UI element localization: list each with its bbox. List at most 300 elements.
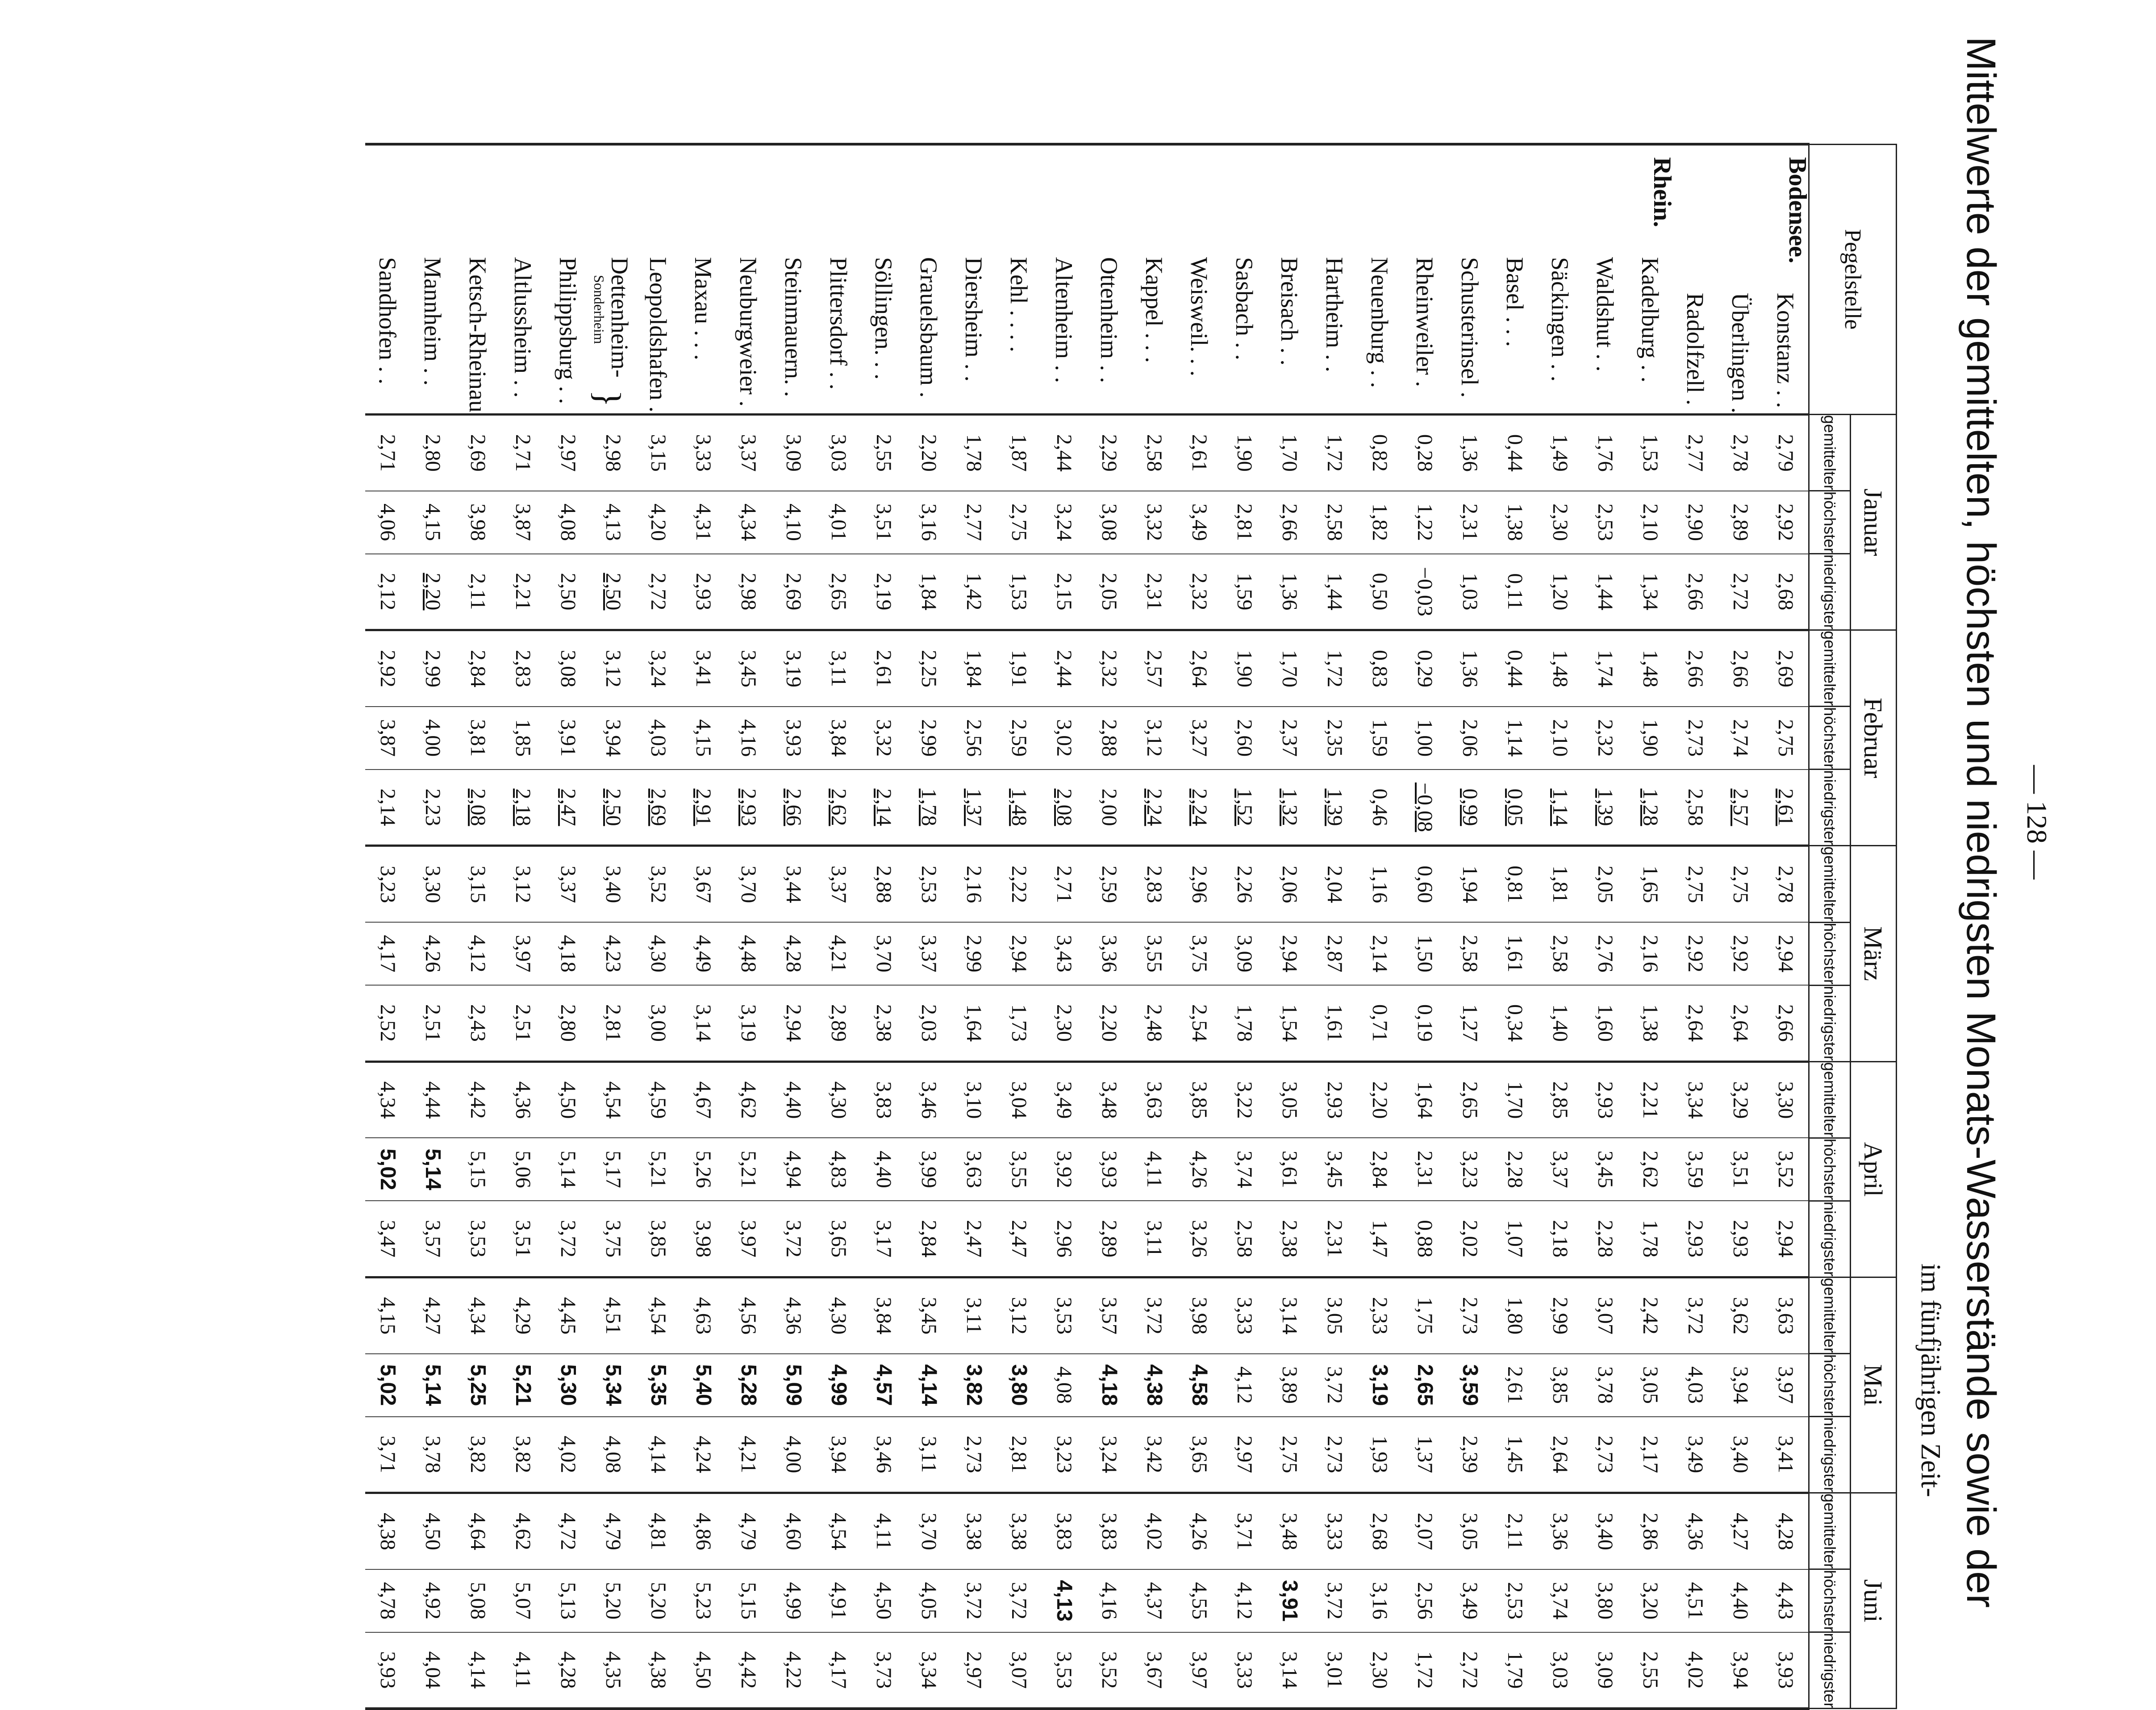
value-text: 3,61 — [1278, 1150, 1301, 1188]
value-cell — [1718, 1138, 1763, 1201]
value-text: 0,11 — [1503, 573, 1527, 610]
value-text: 4,54 — [827, 1512, 851, 1550]
station-name: Überlingen . — [1727, 293, 1754, 413]
value-cell — [1763, 414, 1809, 491]
value-cell — [1177, 554, 1222, 630]
value-text: 2,68 — [1774, 573, 1797, 611]
value-text: 2,61 — [1188, 434, 1211, 472]
value-text: 3,89 — [1278, 1366, 1301, 1404]
value-text: 4,11 — [1143, 1151, 1166, 1188]
value-cell — [771, 491, 816, 554]
value-cell — [1177, 1277, 1222, 1353]
value-cell — [816, 1493, 861, 1569]
value-text: 5,15 — [737, 1582, 760, 1620]
value-cell — [1357, 707, 1402, 770]
value-cell — [771, 1201, 816, 1277]
station-name: Maxau . . . — [690, 257, 717, 360]
value-text: 5,21 — [737, 1150, 760, 1188]
value-cell — [1583, 491, 1628, 554]
value-text: 3,59 — [1684, 1150, 1707, 1188]
value-cell — [1493, 1138, 1538, 1201]
value-text: 1,38 — [1503, 503, 1527, 541]
value-text: 1,37 — [1413, 1435, 1437, 1473]
value-cell — [1493, 770, 1538, 846]
value-text: 1,48 — [1548, 649, 1572, 687]
value-cell — [1222, 1493, 1267, 1569]
table-row — [1267, 144, 1312, 1709]
value-cell — [1087, 1138, 1132, 1201]
value-cell — [997, 414, 1042, 491]
value-cell — [1538, 1569, 1583, 1632]
value-text: 5,15 — [466, 1150, 490, 1188]
value-text: 4,17 — [376, 935, 400, 973]
value-text: 1,87 — [1007, 434, 1031, 472]
value-cell — [1628, 630, 1673, 707]
value-text: 4,91 — [827, 1582, 851, 1620]
value-text: 4,04 — [421, 1651, 445, 1689]
value-cell — [951, 414, 997, 491]
station-name-cell — [1177, 144, 1222, 414]
value-cell — [906, 1632, 951, 1709]
value-cell — [1357, 1569, 1402, 1632]
value-cell — [1447, 922, 1493, 985]
value-cell — [1402, 1201, 1447, 1277]
value-cell — [1222, 985, 1267, 1061]
value-cell — [861, 414, 906, 491]
value-text: 3,48 — [1278, 1512, 1301, 1550]
value-text: 1,50 — [1413, 935, 1437, 973]
value-text: 4,54 — [646, 1297, 670, 1335]
value-cell — [1222, 414, 1267, 491]
value-text: 2,28 — [1593, 1220, 1617, 1258]
value-text: 1,28 — [1639, 788, 1662, 826]
value-text: 3,17 — [872, 1220, 896, 1258]
value-cell — [1763, 922, 1809, 985]
value-text: 5,30 — [556, 1364, 580, 1406]
value-cell — [1087, 491, 1132, 554]
value-text: 2,71 — [1052, 865, 1076, 903]
station-name: Altlussheim . . — [509, 257, 537, 398]
value-cell — [500, 1201, 546, 1277]
value-text: 3,80 — [1007, 1364, 1031, 1406]
value-cell — [546, 414, 591, 491]
value-cell — [1042, 414, 1087, 491]
value-cell — [1718, 707, 1763, 770]
value-cell — [1132, 491, 1177, 554]
value-text: 2,74 — [1729, 719, 1752, 757]
value-text: 4,40 — [1729, 1582, 1752, 1620]
value-cell — [1718, 770, 1763, 846]
value-cell — [546, 1354, 591, 1417]
value-text: 4,27 — [1729, 1512, 1752, 1550]
value-text: 2,38 — [872, 1004, 896, 1042]
value-cell — [1538, 414, 1583, 491]
value-cell — [1628, 414, 1673, 491]
value-cell — [861, 1354, 906, 1417]
value-text: 2,32 — [1593, 719, 1617, 757]
value-text: 2,81 — [1233, 503, 1256, 541]
value-text: 3,23 — [1052, 1435, 1076, 1473]
page-number: — 128 — — [2021, 765, 2053, 879]
value-text: 3,12 — [1143, 719, 1166, 757]
value-cell — [997, 1569, 1042, 1632]
value-text: 3,19 — [1368, 1364, 1392, 1406]
value-text: 1,53 — [1007, 573, 1031, 611]
table-row — [500, 144, 546, 1709]
value-text: 4,72 — [556, 1512, 580, 1550]
value-text: 3,04 — [1007, 1081, 1031, 1119]
value-cell — [1312, 414, 1357, 491]
value-text: 4,45 — [556, 1297, 580, 1335]
value-cell — [1132, 1417, 1177, 1493]
value-cell — [771, 922, 816, 985]
value-text: 1,36 — [1278, 573, 1301, 611]
brace-icon: } — [588, 390, 627, 407]
value-cell — [771, 554, 816, 630]
value-cell — [1042, 554, 1087, 630]
value-cell — [1628, 1277, 1673, 1353]
value-cell — [546, 922, 591, 985]
value-text: 2,92 — [1729, 935, 1752, 973]
value-cell — [365, 554, 410, 630]
value-cell — [1042, 846, 1087, 922]
value-text: 2,69 — [646, 788, 670, 826]
value-cell — [1538, 554, 1583, 630]
value-cell — [1267, 554, 1312, 630]
value-text: 2,96 — [1052, 1220, 1076, 1258]
value-cell — [1177, 1632, 1222, 1709]
value-cell — [681, 922, 726, 985]
value-text: 5,26 — [692, 1150, 715, 1188]
value-text: 4,28 — [556, 1651, 580, 1689]
value-text: 2,31 — [1458, 503, 1482, 541]
value-cell — [906, 770, 951, 846]
value-text: 4,58 — [1188, 1364, 1211, 1406]
value-text: 2,99 — [917, 719, 941, 757]
value-text: 5,28 — [737, 1364, 760, 1406]
value-cell — [591, 491, 636, 554]
value-text: 3,37 — [827, 865, 851, 903]
value-cell — [365, 1138, 410, 1201]
value-text: 3,38 — [962, 1512, 986, 1550]
value-cell — [1222, 1277, 1267, 1353]
value-text: 3,74 — [1233, 1150, 1256, 1188]
header-month-jan: Januar — [1851, 414, 1897, 630]
value-text: 3,33 — [692, 434, 715, 472]
value-cell — [906, 1138, 951, 1201]
value-cell — [997, 1417, 1042, 1493]
station-name: Altenheim . . — [1051, 257, 1078, 383]
header-sub-3-2: niedrigster — [1809, 1201, 1851, 1277]
value-cell — [816, 707, 861, 770]
value-text: 1,34 — [1639, 573, 1662, 611]
value-text: 1,42 — [962, 573, 986, 611]
value-cell — [1718, 1061, 1763, 1138]
value-cell — [861, 846, 906, 922]
value-cell — [455, 414, 500, 491]
value-text: 4,56 — [737, 1297, 760, 1335]
header-month-apr: April — [1851, 1061, 1897, 1277]
header-sub-1-2: niedrigster — [1809, 770, 1851, 846]
value-cell — [906, 1061, 951, 1138]
value-cell — [1447, 491, 1493, 554]
table-row — [997, 144, 1042, 1709]
value-text: 1,73 — [1007, 1004, 1031, 1042]
table-row — [591, 144, 636, 1709]
value-cell — [1222, 630, 1267, 707]
value-text: 4,29 — [511, 1297, 535, 1335]
value-cell — [1222, 922, 1267, 985]
station-name-cell — [455, 144, 500, 414]
station-name: Dettenheim- — [606, 257, 634, 378]
value-cell — [1312, 922, 1357, 985]
value-cell — [410, 1417, 455, 1493]
value-text: 2,20 — [1097, 1004, 1121, 1042]
value-text: 3,11 — [1143, 1220, 1166, 1257]
value-text: 3,29 — [1729, 1081, 1752, 1119]
value-cell — [1718, 554, 1763, 630]
value-cell — [636, 1061, 681, 1138]
value-text: 1,82 — [1368, 503, 1392, 541]
value-cell — [997, 846, 1042, 922]
value-cell — [546, 630, 591, 707]
value-text: 2,15 — [1052, 573, 1076, 611]
value-text: 3,46 — [917, 1081, 941, 1119]
value-text: 3,48 — [1097, 1081, 1121, 1119]
station-name: Radolfzell . — [1682, 293, 1709, 405]
value-text: 2,14 — [1368, 935, 1392, 973]
value-text: 3,32 — [872, 719, 896, 757]
value-cell — [816, 1201, 861, 1277]
value-cell — [1087, 1632, 1132, 1709]
value-cell — [1538, 770, 1583, 846]
value-text: 2,10 — [1639, 503, 1662, 541]
value-text: 3,16 — [917, 503, 941, 541]
value-text: 4,15 — [692, 719, 715, 757]
value-cell — [861, 770, 906, 846]
value-cell — [500, 1061, 546, 1138]
value-cell — [591, 1493, 636, 1569]
value-cell — [1132, 1201, 1177, 1277]
value-cell — [1312, 1417, 1357, 1493]
value-cell — [1402, 707, 1447, 770]
value-cell — [636, 707, 681, 770]
value-cell — [1177, 922, 1222, 985]
value-text: 4,05 — [917, 1582, 941, 1620]
value-text: −0,08 — [1413, 782, 1437, 832]
value-text: 3,51 — [1729, 1150, 1752, 1188]
header-sub-0-0: gemittelter — [1809, 414, 1851, 491]
value-cell — [410, 1493, 455, 1569]
value-cell — [636, 1138, 681, 1201]
value-cell — [1673, 1493, 1718, 1569]
value-text: 2,83 — [1143, 865, 1166, 903]
value-cell — [365, 1569, 410, 1632]
value-text: 1,76 — [1593, 434, 1617, 472]
value-cell — [771, 1138, 816, 1201]
value-text: 2,20 — [1368, 1081, 1392, 1119]
value-cell — [1177, 1138, 1222, 1201]
station-name-cell — [906, 144, 951, 414]
value-cell — [816, 1138, 861, 1201]
value-cell — [1312, 1354, 1357, 1417]
value-cell — [726, 707, 771, 770]
value-cell — [1628, 554, 1673, 630]
value-cell — [455, 1201, 500, 1277]
value-text: 5,20 — [646, 1582, 670, 1620]
value-text: 2,92 — [1774, 503, 1797, 541]
value-cell — [1447, 414, 1493, 491]
value-cell — [591, 1277, 636, 1353]
value-cell — [1583, 414, 1628, 491]
value-text: 0,34 — [1503, 1004, 1527, 1042]
value-text: 3,73 — [872, 1651, 896, 1689]
value-text: 2,66 — [1774, 1004, 1797, 1042]
value-cell — [1357, 985, 1402, 1061]
value-text: 3,65 — [827, 1220, 851, 1258]
value-cell — [1493, 1277, 1538, 1353]
value-text: 3,91 — [1278, 1580, 1301, 1622]
table-row — [1177, 144, 1222, 1709]
value-text: 1,75 — [1413, 1297, 1437, 1335]
value-text: 4,62 — [511, 1512, 535, 1550]
value-cell — [636, 770, 681, 846]
value-cell — [1177, 1061, 1222, 1138]
value-cell — [681, 1417, 726, 1493]
value-text: 2,64 — [1548, 1435, 1572, 1473]
value-cell — [1673, 414, 1718, 491]
value-text: 3,55 — [1007, 1150, 1031, 1188]
value-text: 3,70 — [737, 865, 760, 903]
value-cell — [1673, 770, 1718, 846]
value-cell — [1132, 770, 1177, 846]
value-cell — [1763, 770, 1809, 846]
value-text: 2,08 — [1052, 788, 1076, 826]
value-text: 1,48 — [1007, 788, 1031, 826]
value-text: 3,12 — [511, 865, 535, 903]
value-text: 2,04 — [1323, 865, 1347, 903]
value-cell — [500, 770, 546, 846]
value-text: 2,69 — [782, 573, 805, 611]
station-name-cell — [816, 144, 861, 414]
value-cell — [906, 491, 951, 554]
value-text: 2,66 — [782, 788, 805, 826]
table-row — [1493, 144, 1538, 1709]
value-cell — [455, 1493, 500, 1569]
value-text: 1,85 — [511, 719, 535, 757]
value-text: 4,79 — [601, 1512, 625, 1550]
value-cell — [681, 414, 726, 491]
value-text: 3,59 — [1458, 1364, 1482, 1406]
station-name: Ottenheim . . — [1096, 257, 1123, 383]
value-text: 1,72 — [1413, 1651, 1437, 1689]
value-cell — [591, 846, 636, 922]
value-cell — [1267, 630, 1312, 707]
value-text: 5,34 — [601, 1364, 625, 1406]
header-month-feb: Februar — [1851, 630, 1897, 846]
water-level-table — [365, 143, 1897, 1710]
value-cell — [365, 491, 410, 554]
value-cell — [365, 414, 410, 491]
station-name: Neuenburg . . — [1366, 257, 1393, 388]
value-cell — [771, 1417, 816, 1493]
value-cell — [1583, 1354, 1628, 1417]
value-cell — [1177, 1569, 1222, 1632]
value-cell — [816, 770, 861, 846]
value-text: 2,50 — [556, 573, 580, 611]
value-cell — [771, 630, 816, 707]
value-cell — [636, 846, 681, 922]
value-cell — [1763, 1569, 1809, 1632]
header-sub-2-2: niedrigster — [1809, 985, 1851, 1061]
value-cell — [1763, 1632, 1809, 1709]
value-cell — [681, 846, 726, 922]
value-cell — [500, 922, 546, 985]
value-cell — [1267, 985, 1312, 1061]
value-cell — [1493, 1632, 1538, 1709]
value-text: 4,01 — [827, 503, 851, 541]
value-cell — [455, 770, 500, 846]
value-cell — [951, 554, 997, 630]
value-text: 4,11 — [872, 1513, 896, 1550]
value-text: 4,10 — [782, 503, 805, 541]
value-cell — [1447, 1277, 1493, 1353]
value-text: 3,45 — [917, 1297, 941, 1335]
station-name-cell — [1763, 144, 1809, 414]
value-text: 3,53 — [1052, 1651, 1076, 1689]
station-name-cell — [1132, 144, 1177, 414]
value-text: 4,36 — [1684, 1512, 1707, 1550]
station-name-cell — [410, 144, 455, 414]
value-cell — [500, 414, 546, 491]
value-cell — [636, 1354, 681, 1417]
value-cell — [1493, 1201, 1538, 1277]
value-cell — [906, 1277, 951, 1353]
value-text: 2,52 — [376, 1004, 400, 1042]
value-text: 4,42 — [737, 1651, 760, 1689]
value-text: 1,91 — [1007, 649, 1031, 687]
value-cell — [1583, 922, 1628, 985]
table-row — [1312, 144, 1357, 1709]
value-text: 2,72 — [1458, 1651, 1482, 1689]
station-name: Söllingen. . . — [870, 257, 897, 380]
value-cell — [1087, 1201, 1132, 1277]
station-name: Leopoldshafen . — [645, 257, 672, 412]
station-name: Grauelsbaum . — [915, 257, 942, 398]
value-cell — [1132, 630, 1177, 707]
value-cell — [726, 1417, 771, 1493]
value-cell — [591, 1569, 636, 1632]
value-cell — [1447, 846, 1493, 922]
value-cell — [410, 1138, 455, 1201]
value-text: 0,44 — [1503, 434, 1527, 472]
value-text: 1,61 — [1323, 1004, 1347, 1042]
value-cell — [1267, 1201, 1312, 1277]
value-cell — [636, 922, 681, 985]
value-text: 3,22 — [1233, 1081, 1256, 1119]
value-text: 3,05 — [1458, 1512, 1482, 1550]
value-cell — [500, 1354, 546, 1417]
value-cell — [726, 1354, 771, 1417]
value-cell — [681, 1201, 726, 1277]
value-cell — [1402, 1569, 1447, 1632]
value-cell — [1763, 1493, 1809, 1569]
value-cell — [1628, 1354, 1673, 1417]
value-cell — [546, 707, 591, 770]
value-text: 3,82 — [511, 1435, 535, 1473]
value-cell — [1087, 1417, 1132, 1493]
value-text: 2,83 — [511, 649, 535, 687]
